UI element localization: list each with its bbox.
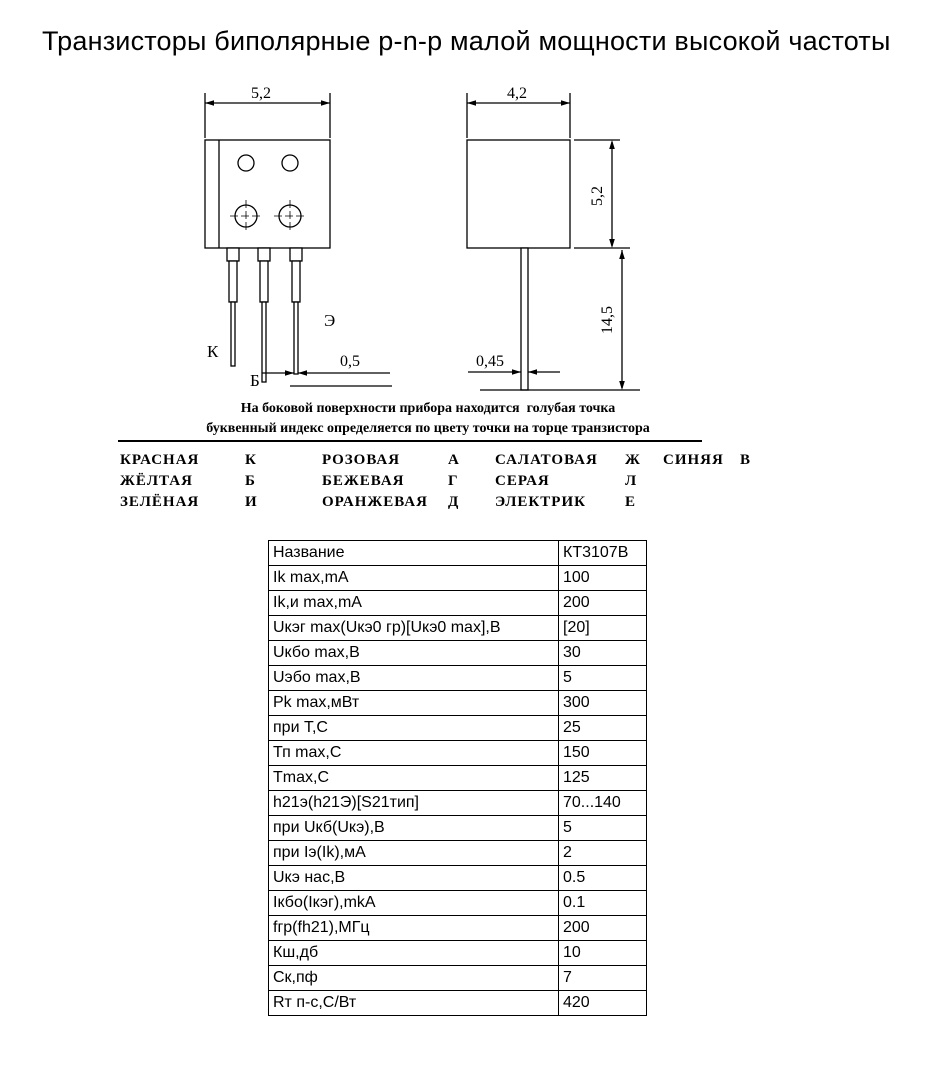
side-body-height-dim-label: 5,2	[589, 186, 606, 206]
front-lead-width-dim-label: 0,5	[340, 353, 360, 370]
param-name-cell: Тп max,С	[269, 741, 559, 766]
param-name-cell: Uкбо max,В	[269, 641, 559, 666]
param-value-cell: 30	[559, 641, 647, 666]
param-value-cell: 200	[559, 916, 647, 941]
param-row	[269, 841, 647, 866]
param-row	[269, 591, 647, 616]
divider-line	[118, 440, 702, 442]
side-body	[467, 140, 570, 248]
front-leads	[227, 248, 302, 382]
param-name-cell: Iкбо(Iкэг),mkA	[269, 891, 559, 916]
param-value-cell: 0.5	[559, 866, 647, 891]
param-name-cell: Ik,и max,mA	[269, 591, 559, 616]
legend-code	[740, 492, 780, 513]
param-row	[269, 566, 647, 591]
side-lead	[521, 248, 528, 390]
param-row	[269, 791, 647, 816]
param-name-cell: Uкэг max(Uкэ0 гр)[Uкэ0 max],В	[269, 616, 559, 641]
legend-color: СЕРАЯ	[495, 473, 550, 489]
legend-code: К	[245, 452, 257, 468]
legend-code	[740, 471, 780, 492]
param-name-cell: при Т,С	[269, 716, 559, 741]
param-value-cell: 300	[559, 691, 647, 716]
side-lead-width-dim-label: 0,45	[476, 353, 504, 370]
param-value-cell: 70...140	[559, 791, 647, 816]
param-value-cell: КТ3107В	[559, 541, 647, 566]
param-row	[269, 916, 647, 941]
param-row	[269, 716, 647, 741]
package-drawings	[0, 0, 932, 470]
legend-code: Д	[448, 494, 460, 510]
param-row	[269, 891, 647, 916]
param-row	[269, 816, 647, 841]
param-value-cell: 200	[559, 591, 647, 616]
param-name-cell: Uкэ нас,В	[269, 866, 559, 891]
param-row	[269, 691, 647, 716]
legend-color: ОРАНЖЕВАЯ	[322, 494, 428, 510]
param-value-cell: [20]	[559, 616, 647, 641]
legend-color: РОЗОВАЯ	[322, 452, 401, 468]
param-value-cell: 125	[559, 766, 647, 791]
emitter-pin-label: Э	[324, 311, 336, 330]
param-name-cell: при Iэ(Ik),мА	[269, 841, 559, 866]
legend-color: ЭЛЕКТРИК	[495, 494, 586, 510]
front-body	[205, 140, 330, 248]
param-row	[269, 541, 647, 566]
param-row	[269, 866, 647, 891]
param-value-cell: 7	[559, 966, 647, 991]
color-code-legend	[120, 450, 780, 513]
parameters-table	[268, 540, 647, 1016]
legend-code: А	[448, 452, 460, 468]
param-value-cell: 420	[559, 991, 647, 1016]
legend-code: В	[740, 452, 752, 468]
param-name-cell: fгр(fh21),МГц	[269, 916, 559, 941]
param-value-cell: 0.1	[559, 891, 647, 916]
param-row	[269, 941, 647, 966]
page-title: Транзисторы биполярные p-n-p малой мощности высокой частоты	[42, 26, 891, 56]
legend-color: БЕЖЕВАЯ	[322, 473, 405, 489]
param-value-cell: 150	[559, 741, 647, 766]
param-name-cell: при Uкб(Uкэ),В	[269, 816, 559, 841]
front-view	[205, 93, 392, 386]
param-row	[269, 741, 647, 766]
param-name-cell: Кш,дб	[269, 941, 559, 966]
param-row	[269, 666, 647, 691]
param-value-cell: 25	[559, 716, 647, 741]
legend-color: САЛАТОВАЯ	[495, 452, 598, 468]
legend-color	[663, 471, 740, 492]
note-line-2: буквенный индекс определяется по цвету точки на торце транзистора	[206, 421, 650, 436]
param-value-cell: 5	[559, 666, 647, 691]
legend-code: Л	[625, 473, 638, 489]
note-line-1: На боковой поверхности прибора находится голубая точка	[240, 401, 616, 416]
param-name-cell: Ск,пф	[269, 966, 559, 991]
param-value-cell: 100	[559, 566, 647, 591]
param-value-cell: 10	[559, 941, 647, 966]
legend-color: КРАСНАЯ	[120, 452, 200, 468]
legend-code: Б	[245, 473, 256, 489]
param-name-cell: Ik max,mA	[269, 566, 559, 591]
param-name-cell: Rт п-с,С/Вт	[269, 991, 559, 1016]
legend-color	[663, 492, 740, 513]
param-row	[269, 616, 647, 641]
legend-code: Е	[625, 494, 637, 510]
collector-pin-label: К	[207, 342, 219, 361]
side-width-dim-label: 4,2	[507, 85, 527, 102]
param-name-cell: h21э(h21Э)[S21тип]	[269, 791, 559, 816]
param-name-cell: Pk max,мВт	[269, 691, 559, 716]
param-name-cell: Название	[269, 541, 559, 566]
param-name-cell: Uэбо max,В	[269, 666, 559, 691]
param-value-cell: 5	[559, 816, 647, 841]
param-row	[269, 641, 647, 666]
side-lead-length-dim-label: 14,5	[599, 306, 616, 334]
legend-code: И	[245, 494, 258, 510]
legend-color: ЗЕЛЁНАЯ	[120, 494, 200, 510]
param-row	[269, 991, 647, 1016]
side-view	[467, 93, 640, 390]
legend-color: СИНЯЯ	[663, 452, 724, 468]
param-row	[269, 766, 647, 791]
base-pin-label: Б	[250, 371, 260, 390]
legend-code: Г	[448, 473, 459, 489]
front-width-dim-label: 5,2	[251, 85, 271, 102]
legend-color: ЖЁЛТАЯ	[120, 473, 193, 489]
param-name-cell: Tmax,С	[269, 766, 559, 791]
legend-code: Ж	[625, 452, 641, 468]
param-value-cell: 2	[559, 841, 647, 866]
param-row	[269, 966, 647, 991]
